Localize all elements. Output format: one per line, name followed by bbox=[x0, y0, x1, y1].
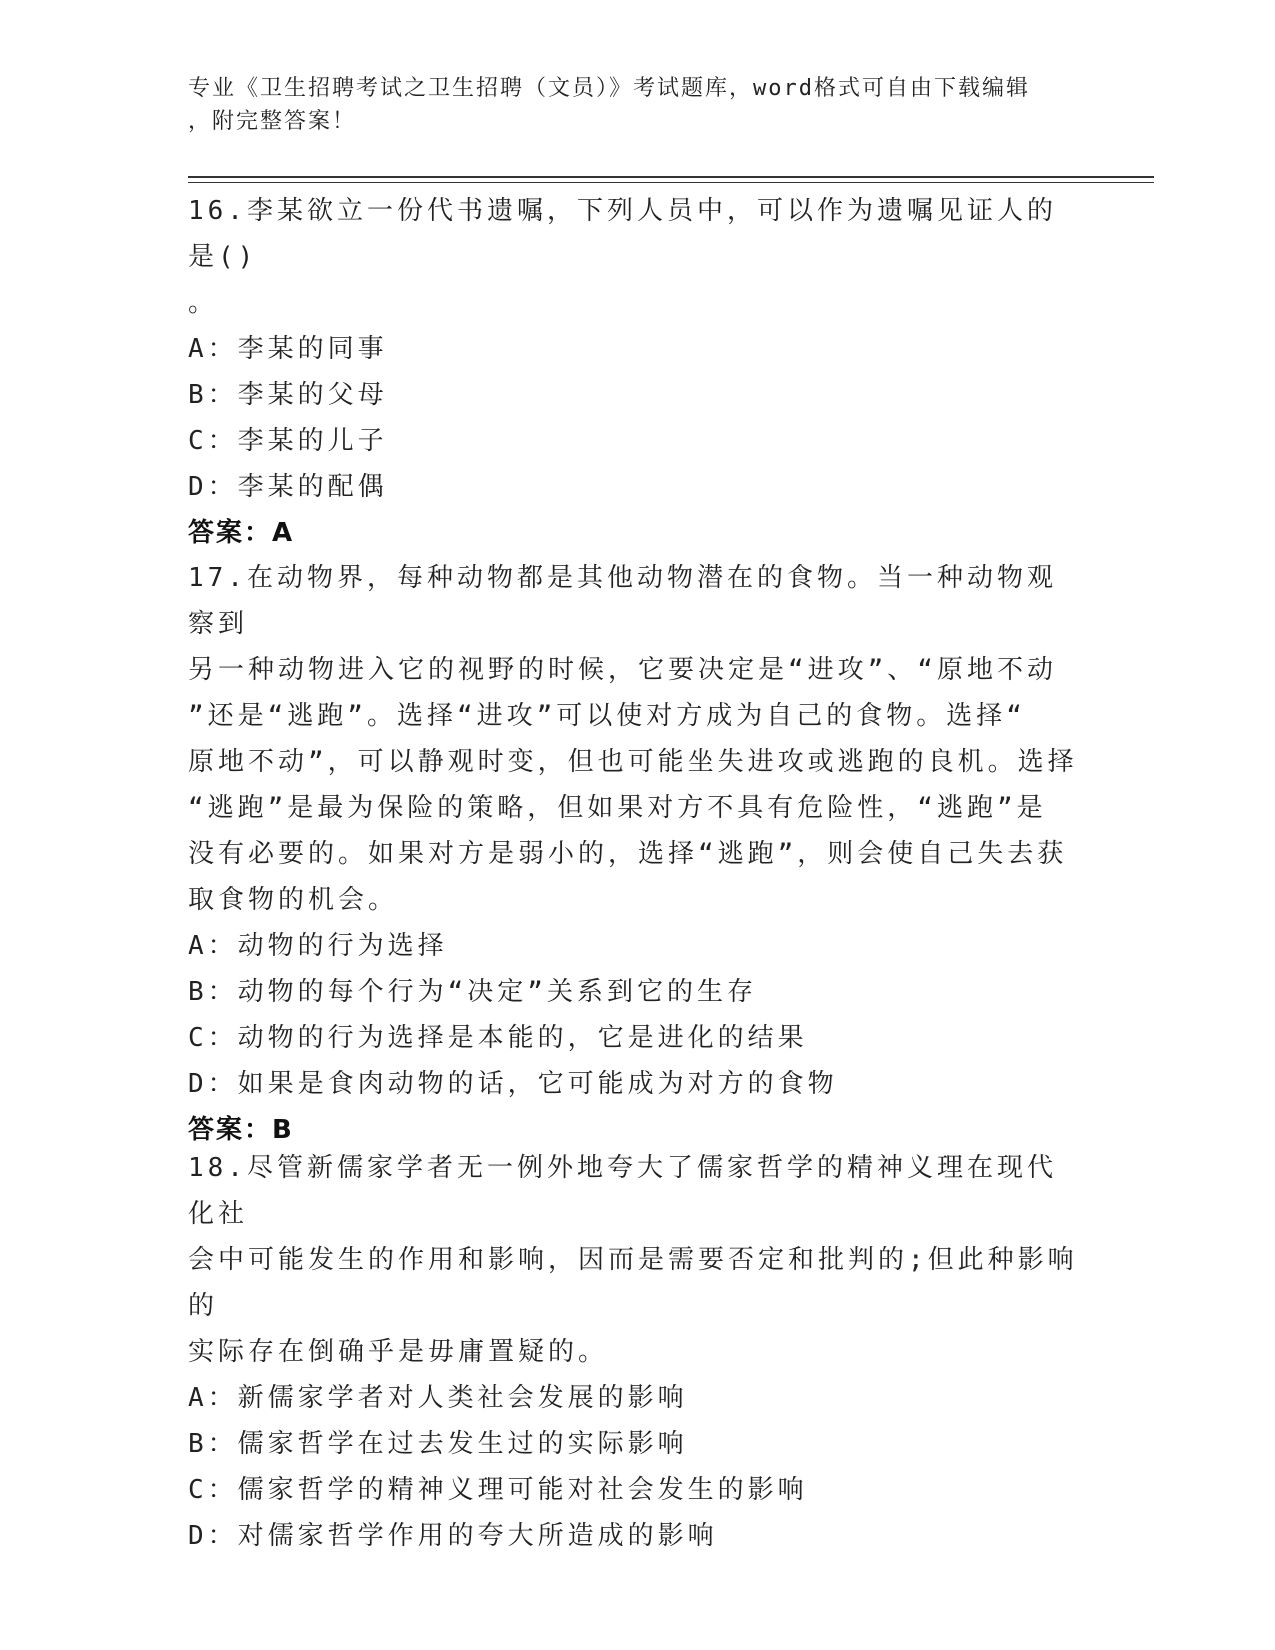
stem-line: 没有必要的。如果对方是弱小的，选择“逃跑”，则会使自己失去获 bbox=[188, 839, 1068, 869]
option-c: C：动物的行为选择是本能的，它是进化的结果 bbox=[188, 1023, 808, 1053]
stem-line: 原地不动”，可以静观时变，但也可能坐失进攻或逃跑的良机。选择 bbox=[188, 747, 1078, 777]
option-d: D：如果是食肉动物的话，它可能成为对方的食物 bbox=[188, 1069, 838, 1099]
question-18 bbox=[188, 1145, 1078, 1559]
header-divider-thin bbox=[188, 182, 1154, 183]
stem-line: 取食物的机会。 bbox=[188, 885, 399, 915]
option-a: A：新儒家学者对人类社会发展的影响 bbox=[188, 1383, 688, 1413]
stem-line: ”还是“逃跑”。选择“进攻”可以使对方成为自己的食物。选择“ bbox=[188, 701, 1026, 731]
stem-line: 17.在动物界，每种动物都是其他动物潜在的食物。当一种动物观察到 bbox=[188, 563, 1057, 639]
answer: 答案：A bbox=[188, 518, 295, 548]
header-divider-thick bbox=[188, 176, 1154, 178]
option-b: B：李某的父母 bbox=[188, 380, 388, 410]
header-line-1: 专业《卫生招聘考试之卫生招聘（文员）》考试题库，word格式可自由下载编辑 bbox=[188, 76, 1030, 101]
question-16 bbox=[188, 188, 1078, 556]
option-b: B：儒家哲学在过去发生过的实际影响 bbox=[188, 1429, 688, 1459]
stem-line: 实际存在倒确乎是毋庸置疑的。 bbox=[188, 1337, 609, 1367]
question-17 bbox=[188, 555, 1078, 1153]
question-stem bbox=[188, 1145, 1078, 1375]
option-a: A：动物的行为选择 bbox=[188, 931, 448, 961]
header-line-2: ，附完整答案！ bbox=[188, 109, 357, 134]
stem-line: 会中可能发生的作用和影响，因而是需要否定和批判的;但此种影响的 bbox=[188, 1245, 1078, 1321]
option-b: B：动物的每个行为“决定”关系到它的生存 bbox=[188, 977, 757, 1007]
stem-line: 16.李某欲立一份代书遗嘱，下列人员中，可以作为遗嘱见证人的是() bbox=[188, 196, 1057, 272]
stem-line: 。 bbox=[188, 288, 219, 318]
stem-line: 18.尽管新儒家学者无一例外地夸大了儒家哲学的精神义理在现代化社 bbox=[188, 1153, 1057, 1229]
document-header bbox=[188, 72, 1068, 138]
answer: 答案：B bbox=[188, 1115, 294, 1145]
option-d: D：李某的配偶 bbox=[188, 472, 388, 502]
stem-line: 另一种动物进入它的视野的时候，它要决定是“进攻”、“原地不动 bbox=[188, 655, 1057, 685]
option-c: C：李某的儿子 bbox=[188, 426, 388, 456]
question-stem bbox=[188, 188, 1078, 326]
option-c: C：儒家哲学的精神义理可能对社会发生的影响 bbox=[188, 1475, 808, 1505]
option-a: A：李某的同事 bbox=[188, 334, 388, 364]
question-stem bbox=[188, 555, 1078, 923]
stem-line: “逃跑”是最为保险的策略，但如果对方不具有危险性，“逃跑”是 bbox=[188, 793, 1047, 823]
option-d: D：对儒家哲学作用的夸大所造成的影响 bbox=[188, 1521, 718, 1551]
